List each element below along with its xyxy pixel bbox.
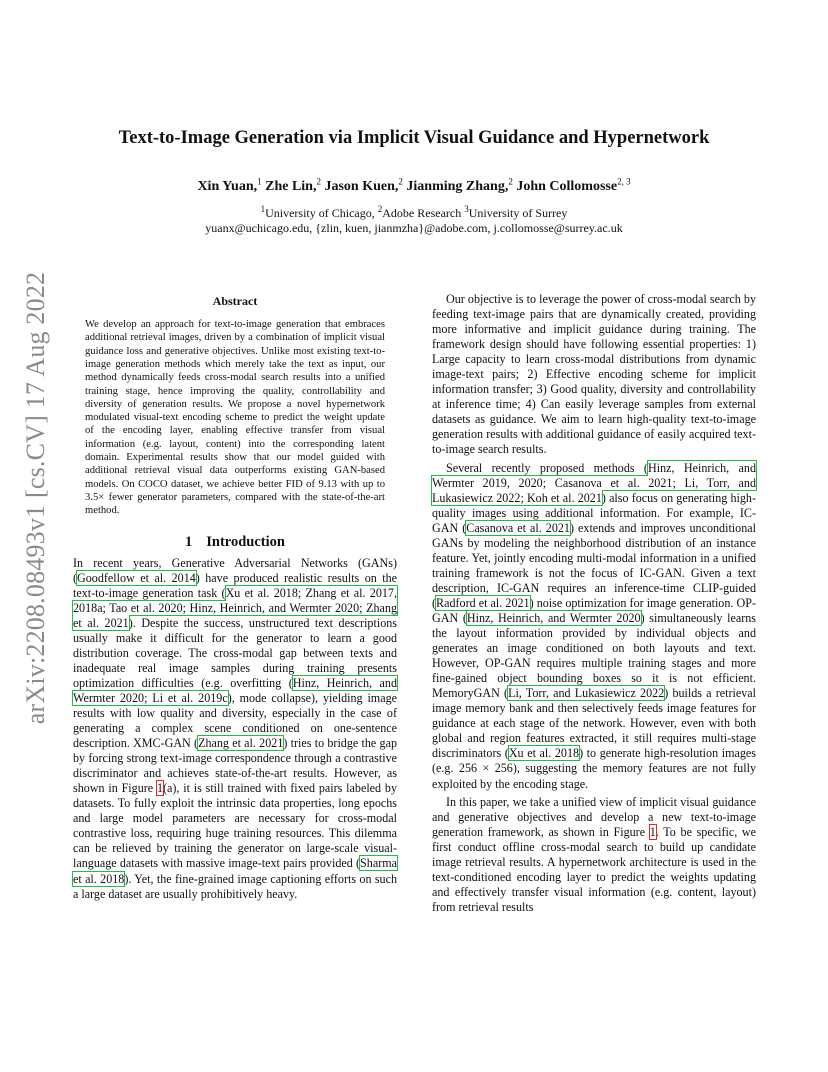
figure-ref-link[interactable]: 1 <box>649 824 656 839</box>
citation-link[interactable]: Goodfellow et al. 2014 <box>77 570 196 585</box>
author: Jianming Zhang,$^2$ <box>406 176 513 194</box>
citation-link[interactable]: Hinz, Heinrich, and Wermter 2019, 2020; Casanova et al. 2021; Li, Torr, and Lukasiewicz 2022; Koh et al. 2021 <box>432 460 756 505</box>
citation-link[interactable]: Li, Torr, and Lukasiewicz 2022 <box>508 686 665 701</box>
citation-link[interactable]: Hinz, Heinrich, and Wermter 2020 <box>466 610 641 625</box>
intro-paragraph-4: In this paper, we take a unified view of implicit visual guidance and generative objectives and develop a new text-to-image generation framework, as shown in Figure 1. To be specific, we first conduct offline cross-modal search to build up candidate image retrieval results. A hypernetwork architecture is used in the text-conditioned encoding layer to predict the weights updating and effectively transfer visual information (e.g. content, layout) from retrieval results <box>432 794 756 914</box>
citation-link[interactable]: Zhang et al. 2021 <box>198 736 284 751</box>
author: Zhe Lin,$^2$ <box>265 176 321 194</box>
citation-link[interactable]: Casanova et al. 2021 <box>466 520 570 535</box>
section-heading: 1 Introduction <box>185 533 285 550</box>
citation-link[interactable]: Xu et al. 2018 <box>508 746 580 761</box>
abstract-text: We develop an approach for text-to-image generation that embraces additional retrieval images, driven by a combination of implicit visual guidance loss and generative objectives. Unlike most existing text-to-image generation methods which merely take the text as input, our method dynamically feeds cross-modal search results into a unified training stage, hence improving the quality, controllability and diversity of generation results. We propose a novel hypernetwork modulated visual-text encoding scheme to predict the weight update of the encoding layer, enabling effective transfer from visual information (e.g. layout, content) into the corresponding latent domain. Experimental results show that our model guided with additional retrieval visual data outperforms existing GAN-based models. On COCO dataset, we achieve better FID of 9.13 with up to 3.5× fewer generator parameters, compared with the state-of-the-art method. <box>85 319 385 517</box>
author: Xin Yuan,$^1$ <box>197 176 262 194</box>
author-list <box>0 176 828 195</box>
abstract-heading: Abstract <box>212 294 258 308</box>
citation-link[interactable]: Radford et al. 2021 <box>436 595 530 610</box>
arxiv-stamp <box>14 271 58 725</box>
intro-paragraph-2: Our objective is to leverage the power of cross-modal search by feeding text-image pairs that are dynamically created, providing more informative and implicit guidance during training. The framework design should have following essential properties: 1) Large capacity to learn cross-modal distributions from dynamic image-text pairs; 2) Effective encoding scheme for implicit information transfer; 3) Good quality, diversity and controllability at inference time; 4) Can easily leverage samples from external datasets as guidance. We aim to learn high-quality text-to-image generation results with additional guidance of easily acquired text-to-image search results. <box>432 292 756 457</box>
author-emails: yuanx@uchicago.edu, {zlin, kuen, jianmzha}@adobe.com, j.collomosse@surrey.ac.uk <box>205 221 623 235</box>
citation-link[interactable]: Hinz, Heinrich, and Wermter 2020; Li et al. 2019c <box>73 675 397 705</box>
author: Jason Kuen,$^2$ <box>324 176 403 194</box>
author: John Collomosse$^{2, 3}$ <box>516 176 631 194</box>
citation-link[interactable]: Xu et al. 2018; Zhang et al. 2017, 2018a; Tao et al. 2020; Hinz, Heinrich, and Wermter 2020; Zhang et al. 2021 <box>73 585 398 630</box>
right-column <box>432 292 756 915</box>
intro-paragraph-3: Several recently proposed methods (Hinz, Heinrich, and Wermter 2019, 2020; Casanova et al. 2021; Li, Torr, and Lukasiewicz 2022; Koh et al. 2021) also focus on generating high-quality images using additional information. For example, IC-GAN (Casanova et al. 2021) extends and improves unconditional GANs by modeling the neighborhood distribution of an instance feature. Yet, jointly encoding multi-modal information in a unified training framework is not the focus of IC-GAN. Given a text description, IC-GAN requires an inference-time CLIP-guided (Radford et al. 2021) noise optimization for image generation. OP-GAN (Hinz, Heinrich, and Wermter 2020) simultaneously learns the layout information provided by individual objects and generates an image conditioned on both layouts and text. However, OP-GAN requires multiple training stages and more fine-gained object bounding boxes so it is not efficient. MemoryGAN (Li, Torr, and Lukasiewicz 2022) builds a retrieval image memory bank and then selectively feeds image features for guidance at each stage of the network. However, even with both global and region features extracted, it still requires multi-stage discriminators (Xu et al. 2018) to generate high-resolution images (e.g. 256 × 256), suggesting the memory features are not fully exploited by the encoding stage. <box>432 460 757 791</box>
affiliations <box>0 202 828 236</box>
figure-ref-link[interactable]: 1 <box>156 781 163 796</box>
intro-paragraph-1: In recent years, Generative Adversarial Networks (GANs) (Goodfellow et al. 2014) have produced realistic results on the text-to-image generation task (Xu et al. 2018; Zhang et al. 2017, 2018a; Tao et al. 2020; Hinz, Heinrich, and Wermter 2020; Zhang et al. 2021). Despite the success, unstructured text descriptions usually make it difficult for the generator to learn a good distribution coverage. The cross-modal gap between texts and inadequate real image samples during training presents optimization difficulties (e.g. overfitting (Hinz, Heinrich, and Wermter 2020; Li et al. 2019c), mode collapse), yielding image results with low quality and diversity, especially in the case of generating a complex scene conditioned on one-sentence description. XMC-GAN (Zhang et al. 2021) tries to bridge the gap by forcing strong text-image correspondence through a contrastive discriminator and achieves state-of-the-art results. However, as shown in Figure 1(a), it is still trained with fixed pairs labeled by datasets. To fully exploit the intrinsic data properties, long epochs and large model parameters are necessary for cross-modal contrastive loss, requiring huge training resources. This dilemma can be relieved by training the generator on large-scale visual-language datasets with massive image-text pairs provided (Sharma et al. 2018). Yet, the fine-grained image captioning efforts on such a large dataset are usually prohibitively heavy. <box>73 555 398 901</box>
affiliation-line: $^1$University of Chicago, $^2$Adobe Research $^3$University of Surrey <box>260 204 568 220</box>
left-column <box>73 292 397 902</box>
paper-title: Text-to-Image Generation via Implicit Visual Guidance and Hypernetwork <box>118 128 710 148</box>
citation-link[interactable]: Sharma et al. 2018 <box>73 856 397 886</box>
arxiv-stamp-text: arXiv:2208.08493v1 [cs.CV] 17 Aug 2022 <box>21 271 50 725</box>
